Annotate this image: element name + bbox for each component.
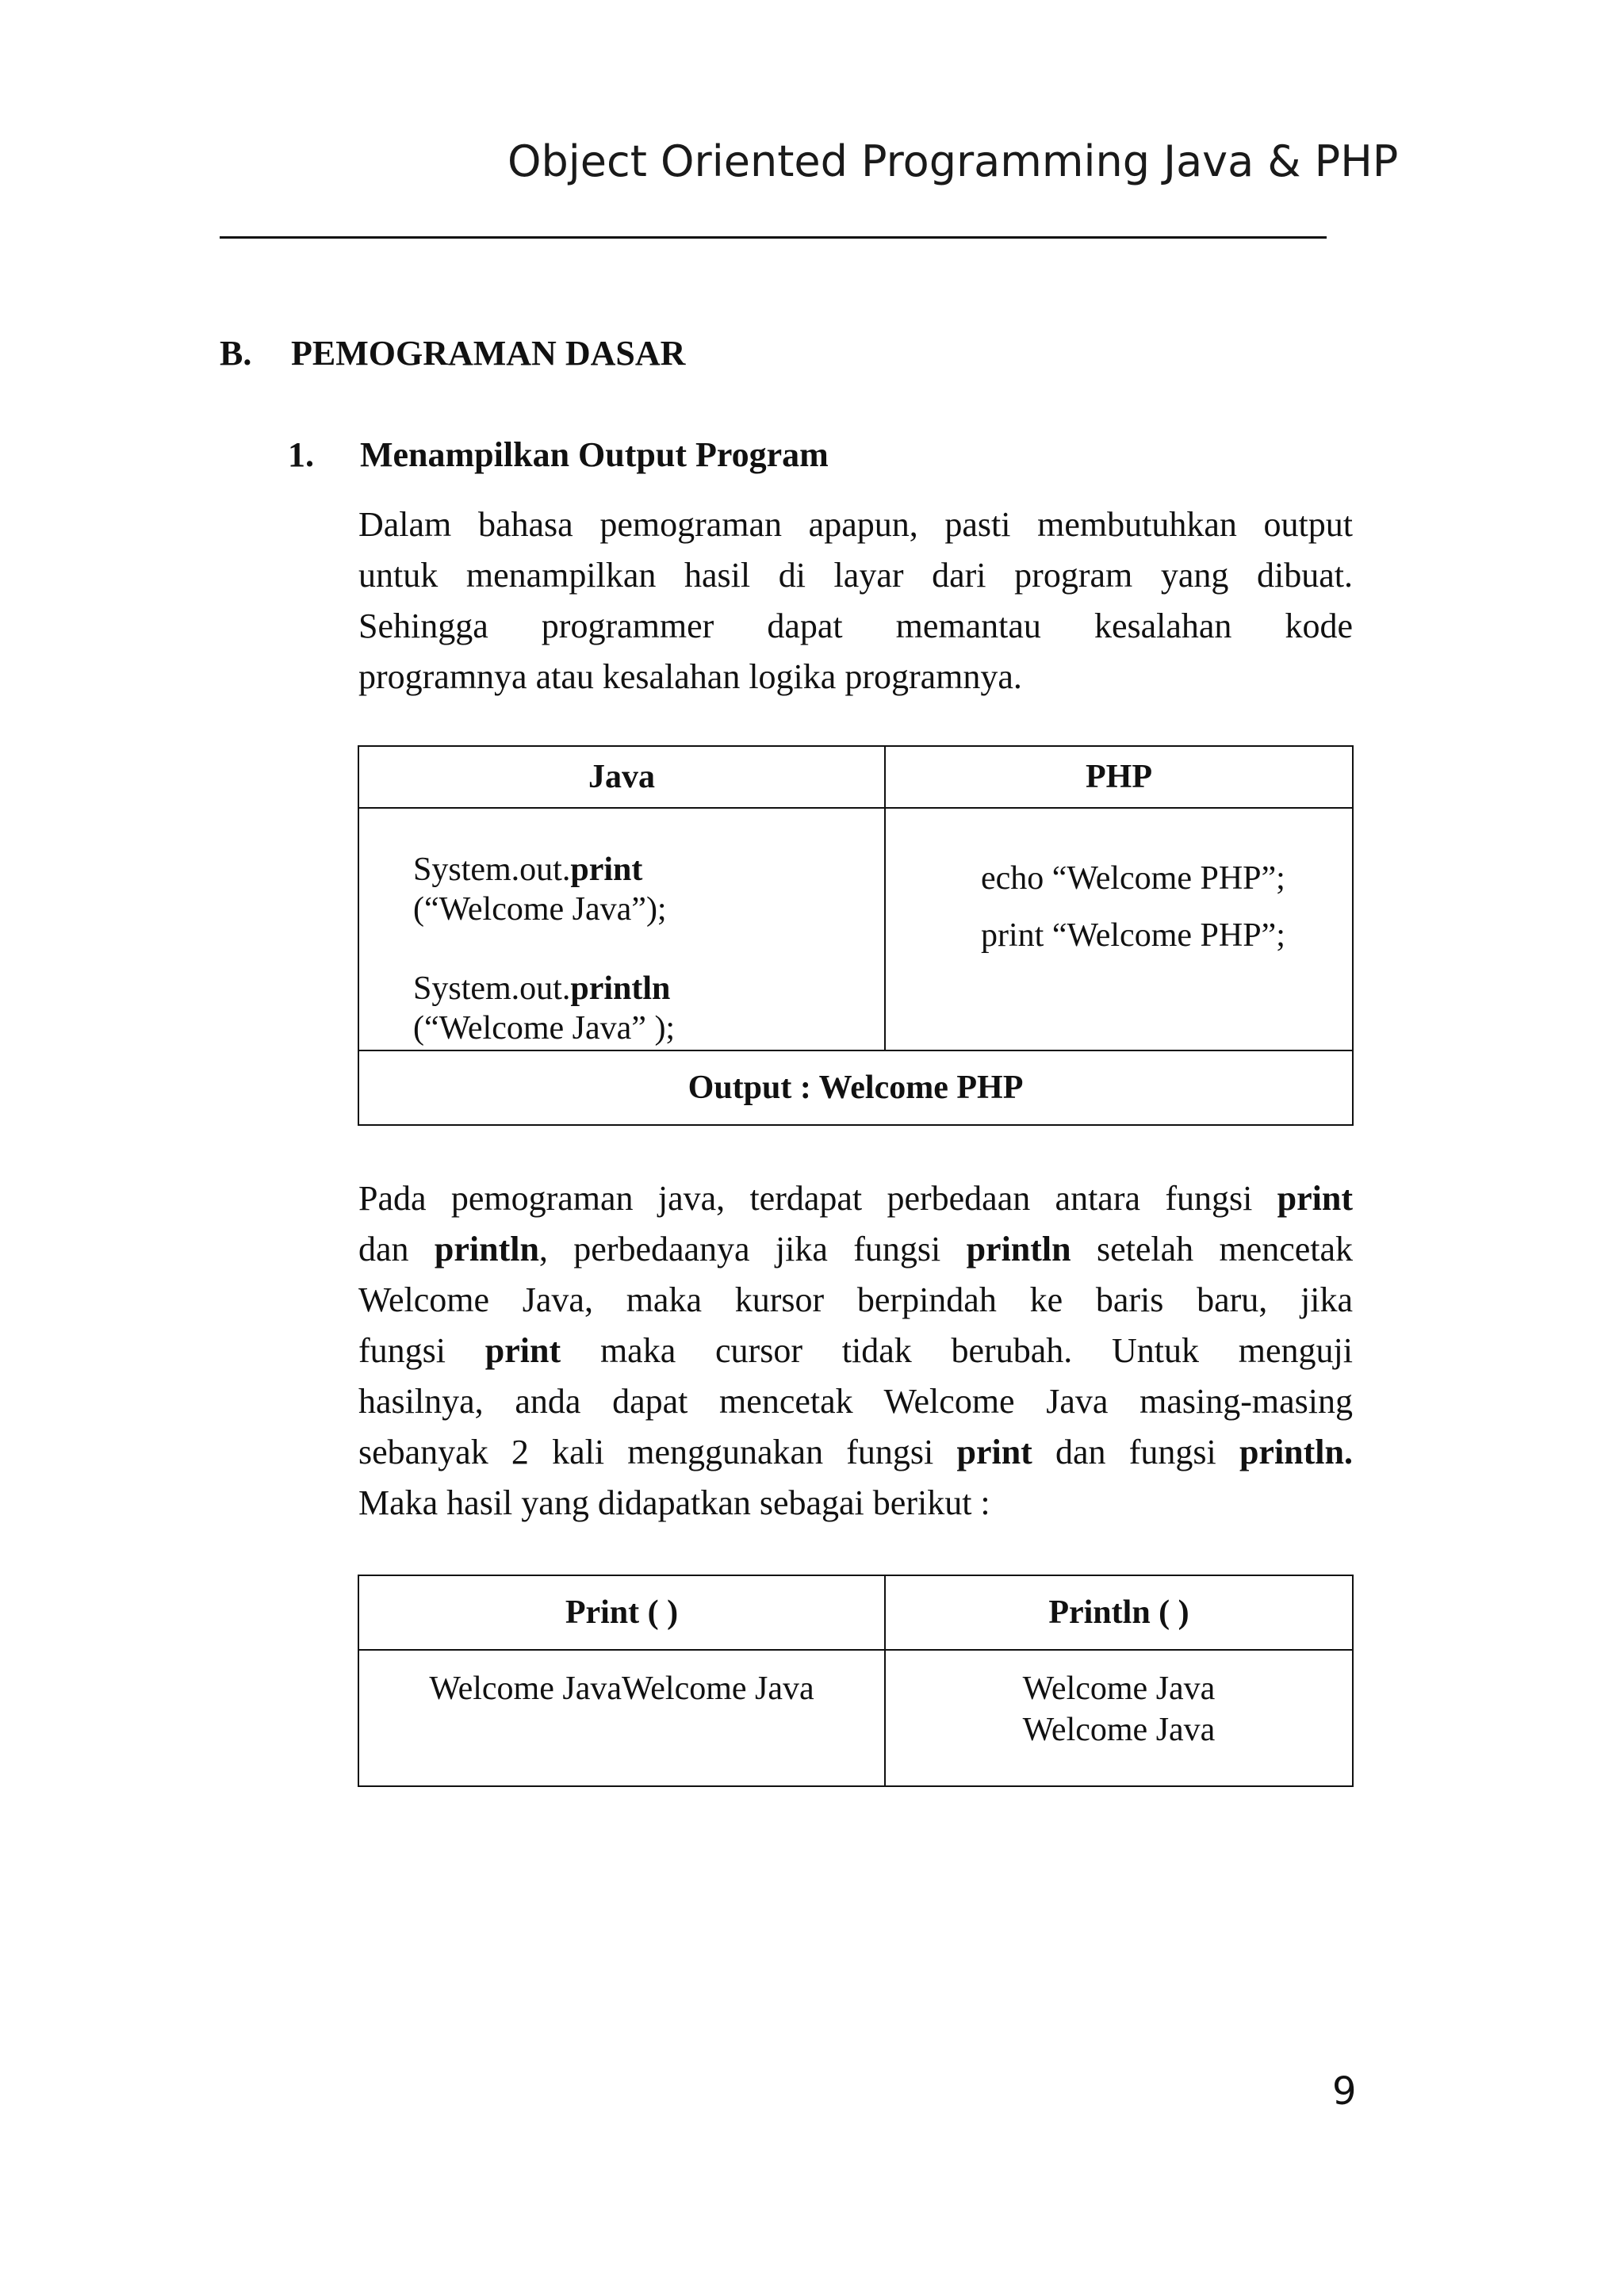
section-title: PEMOGRAMAN DASAR <box>291 334 686 373</box>
php-code-cell <box>885 808 1353 1050</box>
paragraph-line: Maka hasil yang didapatkan sebagai berikut : <box>358 1483 990 1522</box>
php-print-line: print “Welcome PHP”; <box>981 917 1285 954</box>
println-result-line: Welcome Java <box>1022 1712 1216 1748</box>
header-rule <box>220 236 1327 239</box>
java-println-line: System.out.println <box>413 970 671 1007</box>
explanation-paragraph <box>358 1173 1353 1529</box>
paragraph-line: programnya atau kesalahan logika programnya. <box>358 657 1022 696</box>
println-column-header: Println ( ) <box>885 1575 1353 1650</box>
php-column-header: PHP <box>885 746 1353 808</box>
output-syntax-table <box>358 745 1354 1126</box>
paragraph-line: Dalam bahasa pemograman apapun, pasti membutuhkan output <box>358 505 1353 544</box>
paragraph-line: sebanyak 2 kali menggunakan fungsi print dan fungsi println. <box>358 1433 1353 1471</box>
paragraph-line: Welcome Java, maka kursor berpindah ke baris baru, jika <box>358 1280 1353 1319</box>
print-column-header: Print ( ) <box>358 1575 885 1650</box>
print-comparison-table <box>358 1575 1354 1787</box>
print-result-cell: Welcome JavaWelcome Java <box>358 1650 885 1786</box>
intro-paragraph <box>358 499 1353 702</box>
java-print-arg: (“Welcome Java”); <box>413 891 667 928</box>
println-result-line: Welcome Java <box>1022 1670 1216 1707</box>
println-result-cell <box>885 1650 1353 1786</box>
paragraph-line: dan println, perbedaanya jika fungsi println setelah mencetak <box>358 1230 1353 1269</box>
page-number: 9 <box>1332 2069 1357 2114</box>
paragraph-line: hasilnya, anda dapat mencetak Welcome Java masing-masing <box>358 1382 1353 1421</box>
php-echo-line: echo “Welcome PHP”; <box>981 860 1285 897</box>
paragraph-line: Sehingga programmer dapat memantau kesalahan kode <box>358 607 1353 645</box>
subsection-title: Menampilkan Output Program <box>360 435 829 474</box>
java-print-line: System.out.print <box>413 851 643 888</box>
running-head: Object Oriented Programming Java & PHP <box>508 136 1399 186</box>
java-code-cell <box>358 808 885 1050</box>
paragraph-line: untuk menampilkan hasil di layar dari program yang dibuat. <box>358 556 1353 595</box>
java-println-arg: (“Welcome Java” ); <box>413 1010 676 1047</box>
subsection-number: 1. <box>288 435 314 474</box>
paragraph-line: Pada pemograman java, terdapat perbedaan antara fungsi print <box>358 1179 1353 1218</box>
java-column-header: Java <box>358 746 885 808</box>
section-letter: B. <box>220 334 252 373</box>
output-row: Output : Welcome PHP <box>358 1050 1353 1125</box>
paragraph-line: fungsi print maka cursor tidak berubah. Untuk menguji <box>358 1331 1353 1370</box>
